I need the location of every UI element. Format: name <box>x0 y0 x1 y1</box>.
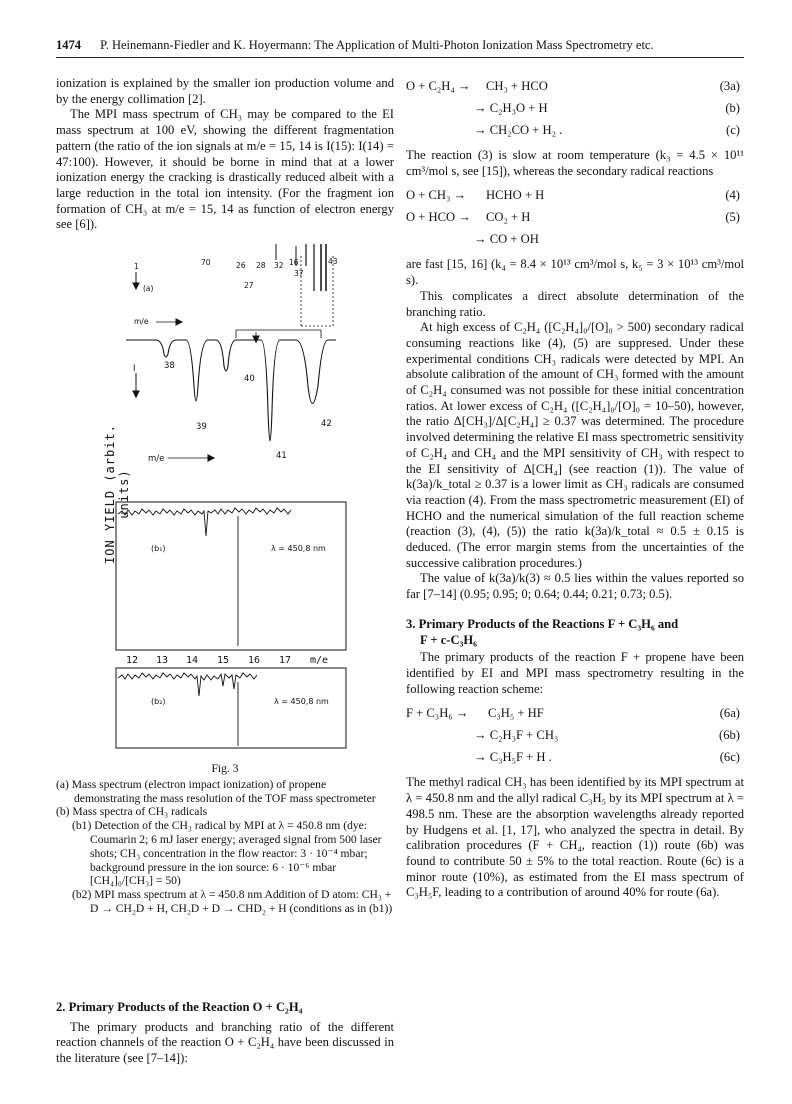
peak-40: 40 <box>244 374 255 384</box>
panel-b2-label: (b₂) <box>151 697 166 706</box>
right-paragraph-5: The value of k(3a)/k(3) ≈ 0.5 lies within the values reported so far [7–14] (0.95; 0.95; 0; 0.64; 0.44; 0.21; 0.73; 0.5). <box>406 571 744 602</box>
right-column <box>406 76 744 901</box>
tick-70: 70 <box>201 258 211 267</box>
section-2-paragraph: The primary products and branching ratio of the different reaction channels of the reaction O + C₂H₄ have been discussed in the literature (see [7–14]): <box>56 1019 394 1066</box>
peak-42: 42 <box>321 419 332 429</box>
panel-b1-lambda: λ = 450,8 nm <box>271 544 326 553</box>
eq4-num: (4) <box>725 188 740 203</box>
panel-b1-label: (b₁) <box>151 544 166 553</box>
peak-38: 38 <box>164 361 175 371</box>
eq3b-num: (b) <box>725 101 740 115</box>
right-paragraph-6: The primary products of the reaction F + propene have been identified by EI and MPI mass spectrometry resulting in the following reaction scheme: <box>406 650 744 696</box>
eq3a-num: (3a) <box>719 79 740 93</box>
eq6a-lhs: F + C₃H₆ → <box>406 706 469 721</box>
mass-tick-me: m/e <box>310 655 329 666</box>
eq6c-rhs: → C₃H₅F + H . <box>474 750 552 765</box>
tick-26: 26 <box>236 261 246 270</box>
section-3-title-2: F + c-C₃H₆ <box>420 632 477 647</box>
section-2 <box>56 1000 394 1067</box>
ion-yield-label: ION YIELD (arbit. units) <box>103 424 131 564</box>
eq5-rhs: CO₂ + H <box>486 210 531 225</box>
mass-tick-17: 17 <box>279 655 292 666</box>
mass-tick-15: 15 <box>217 655 230 666</box>
left-column <box>56 76 394 233</box>
eq6a-rhs: C₃H₅ + HF <box>488 706 544 721</box>
tick-28: 28 <box>256 261 266 270</box>
mass-tick-14: 14 <box>186 655 199 666</box>
fig-title: Fig. 3 <box>211 762 239 775</box>
eq6a-num: (6a) <box>719 706 740 721</box>
tick-32: 32 <box>274 261 284 270</box>
eq6b-num: (6b) <box>719 728 740 743</box>
equation-5b <box>406 229 744 251</box>
panel-a-label: (a) <box>143 284 154 293</box>
panel-a-lower-axis: m/e <box>148 454 165 464</box>
panel-b2-lambda: λ = 450,8 nm <box>274 697 329 706</box>
mass-tick-16: 16 <box>248 655 261 666</box>
caption-b1: (b1) Detection of the CH₃ radical by MPI at λ = 450.8 nm (dye: Coumarin 2; 6 mJ laser energy; averaged signal from 500 laser shots; CH₃ concentration in the flow reactor: 3 · 10⁻⁴ mbar; background pressure in the ion source: 6 · 10⁻⁶ mbar [CH₄]₀/[CH₃] = 50) <box>72 819 382 888</box>
tick-1: 1 <box>134 262 139 271</box>
mass-tick-12: 12 <box>126 655 139 666</box>
equation-3a <box>406 76 744 98</box>
panel-a-axis: m/e <box>134 317 149 326</box>
running-header <box>56 38 746 53</box>
eq6c-num: (6c) <box>719 750 740 765</box>
right-paragraph-7: The methyl radical CH₃ has been identified by its MPI spectrum at λ = 450.8 nm and the allyl radical C₃H₅ by its MPI spectrum at λ = 498.5 nm. These are the absorption wavelengths already reported by Hudgens et al. [1, 17], who analyzed the spectra in detail. By calibration procedures (F + CH₄, reaction (1)) route (6b) was found to contribute 50 ± 5% to the total reaction. Route (6c) is a minor route (10%), as estimated from the EI mass spectrum of C₃H₅F, leading to a contribution of around 40% for route (6a). <box>406 775 744 900</box>
panel-a-I: I <box>133 364 136 374</box>
eq5-lhs: O + HCO → <box>406 210 471 225</box>
caption-b: (b) Mass spectra of CH₃ radicals <box>56 805 208 819</box>
equation-6a <box>406 703 744 725</box>
panel-a-top <box>133 244 333 326</box>
eq4-lhs: O + CH₃ → <box>406 188 467 203</box>
tick-43: 43 <box>328 257 338 266</box>
caption-b2: (b2) MPI mass spectrum at λ = 450.8 nm Addition of D atom: CH₃ + D → CH₂D + H, CH₂D + D → CHD₂ + H (conditions as in (b1)) <box>72 888 393 915</box>
peak-41: 41 <box>276 451 287 461</box>
right-paragraph-4: At high excess of C₂H₄ ([C₂H₄]₀/[O]₀ > 500) secondary radical consuming reactions like (4), (5) are suppresed. Under these experimental conditions CH₃ radicals were detected by MPI. An absolute calibration of the amount of CH₃ formed with the amount of C₂H₄ consumed was not possible for these initial concentration ratios. At lower excess of C₂H₄ ([C₂H₄]₀/[O]₀ = 10–50), however, the ratio Δ[CH₃]/Δ[C₂H₄] ≥ 0.37 was determined. The procedure involved determining the relative EI mass spectrometric sensitivity of C₂H₄ and CH₄ and the MPI sensitivity of CH₃ with respect to the EI sensitivity of Δ[CH₄] (see reaction (1)). The value of k(3a)/k_total ≥ 0.37 is a lower limit as CH₃ radicals are consumed via reaction (4). From the mass spectrometric measurement (EI) of HCHO and the numerical simulation of the full reaction scheme (reaction (3), (4), (5)) the ratio k(3a)/k_total ≈ 0.5 ± 0.15 is deduced. (The error margin stems from the uncertainties of the successive calibration procedures.) <box>406 320 744 570</box>
tick-16: 16 <box>289 258 299 267</box>
equation-6c <box>406 747 744 769</box>
figure-3 <box>96 236 396 756</box>
section-3-title-1: 3. Primary Products of the Reactions F + C₃H₆ and <box>406 616 679 631</box>
eq6b-rhs: → C₂H₃F + CH₃ <box>474 728 559 743</box>
right-paragraph-2: are fast [15, 16] (k₄ = 8.4 × 10¹³ cm³/mol s, k₅ = 3 × 10¹³ cm³/mol s). <box>406 257 744 288</box>
equation-5 <box>406 207 744 229</box>
right-paragraph-3: This complicates a direct absolute determination of the branching ratio. <box>406 288 744 319</box>
left-paragraph-2: The MPI mass spectrum of CH₃ may be compared to the EI mass spectrum at 100 eV, showing the different fragmentation pattern (the ratio of the ion signals at m/e = 15, 14 is I(15): I(14) = 47:100). However, it should be borne in mind that at a lower ionization energy the cracking is drastically reduced albeit with a large reduction in the total ion intensity. (For the fragment ion formation of CH₃ at m/e = 15, 14 as function of electron energy see [6]). <box>56 107 394 232</box>
equation-6b <box>406 725 744 747</box>
tick-37: 37 <box>294 269 304 278</box>
eq4-rhs: HCHO + H <box>486 188 545 203</box>
eq3a-rhs: CH₃ + HCO <box>486 79 548 93</box>
running-title: P. Heinemann-Fiedler and K. Hoyermann: The Application of Multi-Photon Ionization Mass Spectrometry etc. <box>100 38 654 52</box>
header-rule <box>56 57 744 58</box>
eq5b-rhs: → CO + OH <box>474 232 539 247</box>
tick-27: 27 <box>244 281 254 290</box>
equation-4 <box>406 185 744 207</box>
equation-3c <box>406 120 744 142</box>
panel-b1 <box>116 502 346 650</box>
equation-3b <box>406 98 744 120</box>
eq3c-num: (c) <box>726 123 740 137</box>
left-paragraph-1: ionization is explained by the smaller ion production volume and by the energy collimation [2]. <box>56 76 394 106</box>
panel-b2 <box>116 668 346 748</box>
panel-a-lower <box>126 330 336 461</box>
caption-a: (a) Mass spectrum (electron impact ionization) of propene demonstrating the mass resolution of the TOF mass spectrometer <box>56 777 376 805</box>
right-paragraph-1: The reaction (3) is slow at room temperature (k₃ = 4.5 × 10¹¹ cm³/mol s, see [15]), whereas the secondary radical reactions <box>406 148 744 178</box>
eq3b-rhs: → C₂H₃O + H <box>474 101 548 115</box>
eq3c-rhs: → CH₂CO + H₂ . <box>474 123 563 137</box>
page-number: 1474 <box>56 38 81 52</box>
mass-tick-13: 13 <box>156 655 169 666</box>
peak-39: 39 <box>196 422 207 432</box>
figure-caption <box>56 762 394 916</box>
eq5-num: (5) <box>725 210 740 225</box>
section-2-title: 2. Primary Products of the Reaction O + C₂H₄ <box>56 1000 303 1014</box>
eq3a-lhs: O + C₂H₄ → <box>406 79 471 93</box>
